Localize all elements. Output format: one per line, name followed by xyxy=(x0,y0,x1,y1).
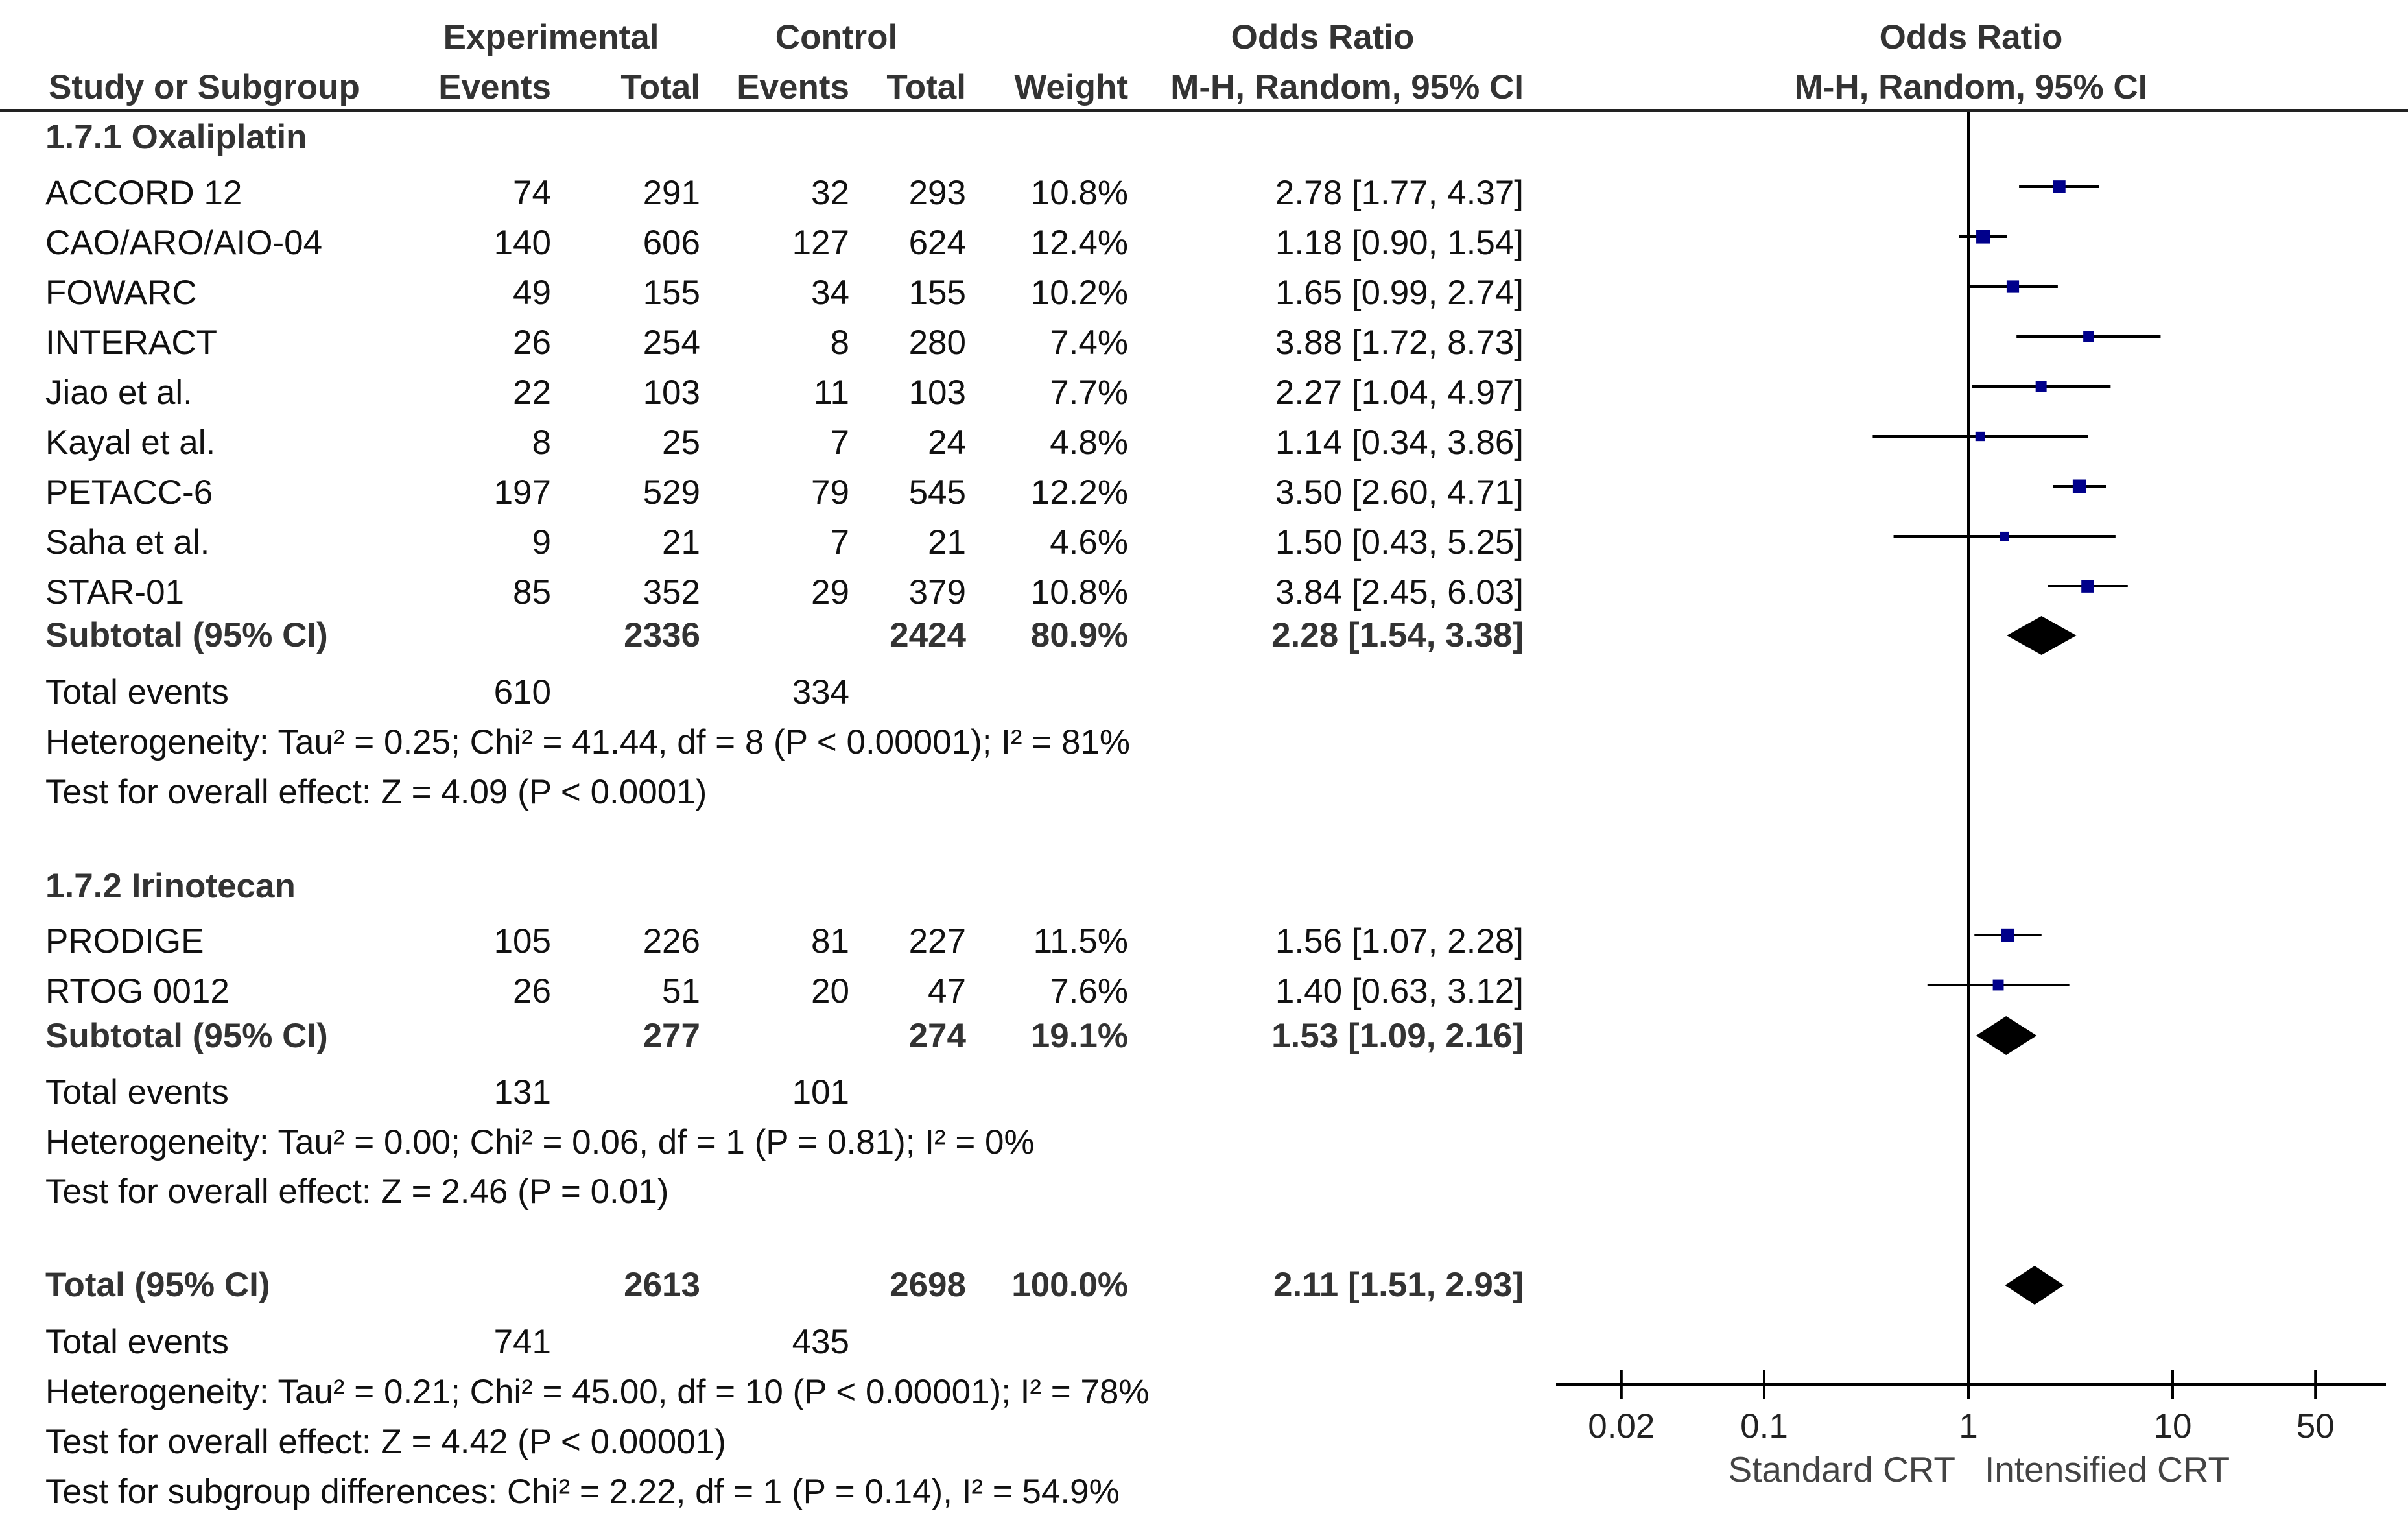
ctrl-total: 103 xyxy=(908,374,966,412)
point-marker xyxy=(2036,381,2047,392)
exp-events: 49 xyxy=(513,274,551,312)
exp-events: 22 xyxy=(513,374,551,412)
control-header: Control xyxy=(775,18,898,56)
exp-total: 155 xyxy=(643,274,700,312)
exp-total: 352 xyxy=(643,573,700,611)
total-weight: 100.0% xyxy=(1011,1266,1128,1304)
study-column-header: Study or Subgroup xyxy=(49,68,360,106)
subtotal-oxaliplatin-exp-total: 2336 xyxy=(624,616,700,654)
summary-diamond xyxy=(2005,1266,2064,1305)
x-tick-label: 1 xyxy=(1959,1407,1978,1445)
ctrl-total: 21 xyxy=(928,523,966,562)
study-name: CAO/ARO/AIO-04 xyxy=(45,224,323,262)
subgroup-differences: Test for subgroup differences: Chi² = 2.22, df = 1 (P = 0.14), I² = 54.9% xyxy=(45,1473,1120,1511)
weight-value: 12.4% xyxy=(1030,224,1128,262)
ctrl-total: 47 xyxy=(928,972,966,1010)
ctrl-events: 8 xyxy=(830,324,849,362)
summary-diamond xyxy=(1976,1016,2037,1055)
exp-events: 85 xyxy=(513,573,551,611)
total-events-label: Total events xyxy=(45,1323,229,1361)
exp-total: 529 xyxy=(643,473,700,512)
study-name: PRODIGE xyxy=(45,922,204,960)
exp-events: 9 xyxy=(532,523,551,562)
odds-ratio-ci: 3.88 [1.72, 8.73] xyxy=(1275,324,1524,362)
subtotal-irinotecan-weight: 19.1% xyxy=(1030,1017,1128,1055)
favours-left-label: Standard CRT xyxy=(1728,1449,1955,1489)
exp-total: 291 xyxy=(643,174,700,212)
weight-value: 10.8% xyxy=(1030,174,1128,212)
total-events-ctrl: 101 xyxy=(792,1073,849,1111)
subtotal-irinotecan-exp-total: 277 xyxy=(643,1017,700,1055)
subtotal-irinotecan-ctrl-total: 274 xyxy=(908,1017,966,1055)
point-marker xyxy=(1993,980,2004,991)
ctrl-events: 79 xyxy=(811,473,849,512)
study-name: RTOG 0012 xyxy=(45,972,230,1010)
ctrl-events: 81 xyxy=(811,922,849,960)
study-name: STAR-01 xyxy=(45,573,185,611)
total-events-exp: 741 xyxy=(493,1323,551,1361)
odds-ratio-header: Odds Ratio xyxy=(1231,18,1415,56)
exp-total: 25 xyxy=(662,423,700,462)
experimental-header: Experimental xyxy=(443,18,659,56)
ctrl-events-header: Events xyxy=(737,68,849,106)
heterogeneity-oxaliplatin: Heterogeneity: Tau² = 0.25; Chi² = 41.44, df = 8 (P < 0.00001); I² = 81% xyxy=(45,723,1131,761)
odds-ratio-ci: 1.50 [0.43, 5.25] xyxy=(1275,523,1524,562)
ctrl-events: 7 xyxy=(830,423,849,462)
group-title-oxaliplatin: 1.7.1 Oxaliplatin xyxy=(45,118,307,156)
weight-value: 10.2% xyxy=(1030,274,1128,312)
exp-events: 26 xyxy=(513,972,551,1010)
total-events-exp: 610 xyxy=(493,673,551,711)
overall-effect-total: Test for overall effect: Z = 4.42 (P < 0.00001) xyxy=(45,1423,726,1461)
odds-ratio-ci: 1.65 [0.99, 2.74] xyxy=(1275,274,1524,312)
exp-events-header: Events xyxy=(438,68,551,106)
exp-total: 226 xyxy=(643,922,700,960)
study-name: ACCORD 12 xyxy=(45,174,242,212)
weight-value: 4.6% xyxy=(1050,523,1128,562)
ctrl-total: 280 xyxy=(908,324,966,362)
weight-value: 7.7% xyxy=(1050,374,1128,412)
odds-ratio-ci: 1.18 [0.90, 1.54] xyxy=(1275,224,1524,262)
subtotal-oxaliplatin-ctrl-total: 2424 xyxy=(890,616,966,654)
study-name: Saha et al. xyxy=(45,523,210,562)
total-events-ctrl: 334 xyxy=(792,673,849,711)
subtotal-oxaliplatin-ci: 2.28 [1.54, 3.38] xyxy=(1271,616,1524,654)
point-marker xyxy=(2007,280,2019,292)
ctrl-events: 34 xyxy=(811,274,849,312)
x-tick-label: 0.1 xyxy=(1740,1407,1788,1445)
weight-value: 7.6% xyxy=(1050,972,1128,1010)
odds-ratio-ci: 1.14 [0.34, 3.86] xyxy=(1275,423,1524,462)
point-marker xyxy=(2001,929,2014,942)
exp-events: 74 xyxy=(513,174,551,212)
odds-ratio-ci: 1.56 [1.07, 2.28] xyxy=(1275,922,1524,960)
total-events-ctrl: 435 xyxy=(792,1323,849,1361)
subtotal-irinotecan-label: Subtotal (95% CI) xyxy=(45,1017,328,1055)
plot-method-header: M-H, Random, 95% CI xyxy=(1794,68,2148,106)
subtotal-oxaliplatin-weight: 80.9% xyxy=(1030,616,1128,654)
point-marker xyxy=(2083,331,2094,342)
ctrl-total: 624 xyxy=(908,224,966,262)
odds-ratio-ci: 2.27 [1.04, 4.97] xyxy=(1275,374,1524,412)
ctrl-events: 29 xyxy=(811,573,849,611)
study-name: PETACC-6 xyxy=(45,473,213,512)
exp-total: 21 xyxy=(662,523,700,562)
heterogeneity-irinotecan: Heterogeneity: Tau² = 0.00; Chi² = 0.06, df = 1 (P = 0.81); I² = 0% xyxy=(45,1123,1035,1161)
total-ci: 2.11 [1.51, 2.93] xyxy=(1273,1266,1524,1304)
ctrl-total: 24 xyxy=(928,423,966,462)
plot-title: Odds Ratio xyxy=(1879,18,2063,56)
total-ctrl-total: 2698 xyxy=(890,1266,966,1304)
ctrl-total: 545 xyxy=(908,473,966,512)
point-marker xyxy=(2081,580,2094,593)
exp-total: 51 xyxy=(662,972,700,1010)
exp-events: 197 xyxy=(493,473,551,512)
study-name: FOWARC xyxy=(45,274,197,312)
ctrl-events: 20 xyxy=(811,972,849,1010)
ctrl-total-header: Total xyxy=(886,68,966,106)
heterogeneity-total: Heterogeneity: Tau² = 0.21; Chi² = 45.00, df = 10 (P < 0.00001); I² = 78% xyxy=(45,1373,1150,1411)
favours-right-label: Intensified CRT xyxy=(1985,1449,2230,1489)
ctrl-events: 127 xyxy=(792,224,849,262)
overall-effect-irinotecan: Test for overall effect: Z = 2.46 (P = 0.01) xyxy=(45,1172,669,1211)
ctrl-total: 293 xyxy=(908,174,966,212)
point-marker xyxy=(2073,480,2086,493)
study-name: Jiao et al. xyxy=(45,374,193,412)
odds-ratio-ci: 3.84 [2.45, 6.03] xyxy=(1275,573,1524,611)
method-header: M-H, Random, 95% CI xyxy=(1170,68,1524,106)
point-marker xyxy=(1976,432,1985,441)
exp-events: 26 xyxy=(513,324,551,362)
weight-value: 11.5% xyxy=(1033,922,1128,960)
total-label: Total (95% CI) xyxy=(45,1266,270,1304)
ctrl-events: 11 xyxy=(813,374,849,412)
x-tick-label: 50 xyxy=(2296,1407,2335,1445)
exp-events: 8 xyxy=(532,423,551,462)
point-marker xyxy=(2053,180,2066,193)
exp-events: 105 xyxy=(493,922,551,960)
odds-ratio-ci: 3.50 [2.60, 4.71] xyxy=(1275,473,1524,512)
weight-value: 7.4% xyxy=(1050,324,1128,362)
ctrl-total: 227 xyxy=(908,922,966,960)
x-tick-label: 0.02 xyxy=(1588,1407,1655,1445)
exp-total: 103 xyxy=(643,374,700,412)
point-marker xyxy=(1976,230,1990,243)
exp-events: 140 xyxy=(493,224,551,262)
study-name: Kayal et al. xyxy=(45,423,216,462)
exp-total: 606 xyxy=(643,224,700,262)
subtotal-oxaliplatin-label: Subtotal (95% CI) xyxy=(45,616,328,654)
odds-ratio-ci: 1.40 [0.63, 3.12] xyxy=(1275,972,1524,1010)
weight-value: 4.8% xyxy=(1050,423,1128,462)
odds-ratio-ci: 2.78 [1.77, 4.37] xyxy=(1275,174,1524,212)
weight-value: 10.8% xyxy=(1030,573,1128,611)
overall-effect-oxaliplatin: Test for overall effect: Z = 4.09 (P < 0.0001) xyxy=(45,773,707,811)
point-marker xyxy=(2000,532,2009,541)
ctrl-events: 32 xyxy=(811,174,849,212)
group-title-irinotecan: 1.7.2 Irinotecan xyxy=(45,867,296,905)
subtotal-irinotecan-ci: 1.53 [1.09, 2.16] xyxy=(1271,1017,1524,1055)
ctrl-total: 379 xyxy=(908,573,966,611)
total-events-label: Total events xyxy=(45,1073,229,1111)
exp-total-header: Total xyxy=(620,68,700,106)
ctrl-total: 155 xyxy=(908,274,966,312)
weight-value: 12.2% xyxy=(1030,473,1128,512)
study-name: INTERACT xyxy=(45,324,217,362)
ctrl-events: 7 xyxy=(830,523,849,562)
weight-header: Weight xyxy=(1014,68,1128,106)
total-exp-total: 2613 xyxy=(624,1266,700,1304)
total-events-exp: 131 xyxy=(493,1073,551,1111)
exp-total: 254 xyxy=(643,324,700,362)
x-tick-label: 10 xyxy=(2153,1407,2192,1445)
total-events-label: Total events xyxy=(45,673,229,711)
summary-diamond xyxy=(2007,616,2077,655)
